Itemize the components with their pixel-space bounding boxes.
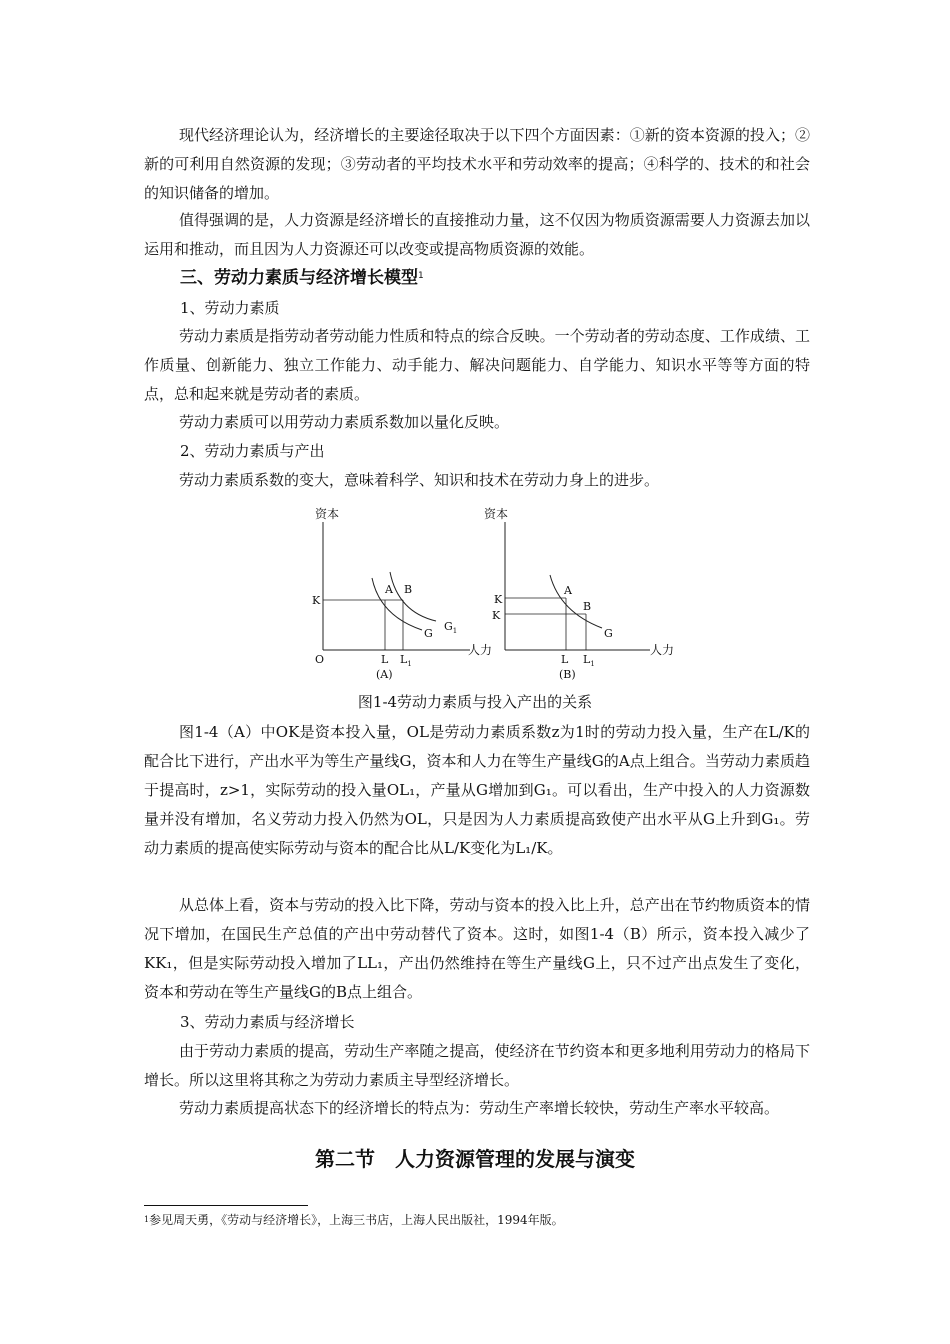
panel-a [312, 506, 492, 681]
panel-b [484, 506, 674, 681]
isoquant-g [550, 575, 602, 628]
paragraph: 现代经济理论认为，经济增长的主要途径取决于以下四个方面因素：①新的资本资源的投入；②新的可利用自然资源的发现；③劳动者的平均技术水平和劳动效率的提高；④科学的、技术的和社会的知识储备的增加。 [144, 126, 810, 202]
k-label: K [494, 593, 503, 606]
origin-label: O [315, 653, 325, 666]
figure-caption: 图1-4劳动力素质与投入产出的关系 [357, 693, 593, 711]
l1-label [583, 653, 595, 668]
chapter-section-title: 第二节 人力资源管理的发展与演变 [315, 1147, 635, 1171]
l1-label [400, 653, 412, 668]
l1-letter: L [583, 653, 591, 666]
point-a-label: A [385, 583, 393, 596]
footnote-text: 参见周天勇，《劳动与经济增长》，上海三书店，上海人民出版社，1994年版。 [149, 1213, 564, 1227]
g1-subscript: 1 [452, 627, 458, 635]
section-heading [180, 264, 424, 293]
footnote-mark: 1 [144, 1215, 150, 1224]
paragraph: 劳动力素质系数的变大，意味着科学、知识和技术在劳动力身上的进步。 [179, 471, 660, 489]
paragraph: 劳动力素质可以用劳动力素质系数加以量化反映。 [179, 413, 510, 431]
paragraph: 劳动力素质是指劳动者劳动能力性质和特点的综合反映。一个劳动者的劳动态度、工作成绩、工作质量、创新能力、独立工作能力、动手能力、解决问题能力、自学能力、知识水平等等方面的特点，总和起来就是劳动者的素质。 [144, 327, 810, 403]
l1-letter: L [400, 653, 408, 666]
subsection-heading: 3、劳动力素质与经济增长 [180, 1013, 355, 1031]
l-label: L [381, 653, 389, 666]
paragraph: 劳动力素质提高状态下的经济增长的特点为：劳动生产率增长较快，劳动生产率水平较高。 [179, 1099, 780, 1117]
paragraph: 值得强调的是，人力资源是经济增长的直接推动力量，这不仅因为物质资源需要人力资源去加以运用和推动，而且因为人力资源还可以改变或提高物质资源的效能。 [144, 211, 810, 258]
subsection-heading: 1、劳动力素质 [180, 299, 280, 317]
l1-subscript: 1 [407, 660, 412, 668]
section-heading-text: 三、劳动力素质与经济增长模型 [180, 268, 418, 288]
subsection-heading: 2、劳动力素质与产出 [180, 442, 325, 460]
l-label: L [561, 653, 569, 666]
g1-letter: G [444, 620, 453, 633]
y-axis-label: 资本 [315, 507, 340, 521]
point-b-label: B [404, 583, 413, 596]
paragraph: 从总体上看，资本与劳动的投入比下降，劳动与资本的投入比上升，总产出在节约物质资本的情况下增加，在国民生产总值的产出中劳动替代了资本。这时，如图1-4（B）所示，资本投入减少了KK₁，但是实际劳动投入增加了LL₁，产出仍然维持在等生产量线G上，只不过产出点发生了变化，资本和劳动在等生产量线G的B点上组合。 [144, 896, 810, 1001]
panel-label: (B) [559, 668, 576, 681]
k1-label: K [492, 609, 501, 622]
footnote-divider [144, 1205, 308, 1206]
footnote-reference: 1 [418, 271, 424, 281]
g-label: G [424, 627, 433, 640]
l1-subscript: 1 [590, 660, 595, 668]
footnote [144, 1210, 564, 1230]
point-a-label: A [564, 584, 572, 597]
figure-1-4 [300, 500, 700, 685]
isoquant-g [372, 578, 422, 630]
y-axis-label: 资本 [484, 507, 509, 521]
paragraph: 图1-4（A）中OK是资本投入量，OL是劳动力素质系数z为1时的劳动力投入量，生产在L/K的配合比下进行，产出水平为等生产量线G，资本和人力在等生产量线G的A点上组合。当劳动力素质趋于提高时，z>1，实际劳动的投入量OL₁，产量从G增加到G₁。可以看出，生产中投入的人力资源数量并没有增加，名义劳动力投入仍然为OL，只是因为人力素质提高致使产出水平从G上升到G₁。劳动力素质的提高使实际劳动与资本的配合比从L/K变化为L₁/K。 [144, 723, 810, 857]
point-b-label: B [583, 600, 592, 613]
panel-label: (A) [376, 668, 393, 681]
k-label: K [312, 594, 321, 607]
isoquant-g1 [390, 572, 436, 621]
g1-label [444, 620, 457, 635]
paragraph: 由于劳动力素质的提高，劳动生产率随之提高，使经济在节约资本和更多地利用劳动力的格局下增长。所以这里将其称之为劳动力素质主导型经济增长。 [144, 1042, 810, 1089]
x-axis-label: 人力 [650, 643, 675, 657]
g-label: G [604, 627, 613, 640]
x-axis-label: 人力 [468, 643, 493, 657]
